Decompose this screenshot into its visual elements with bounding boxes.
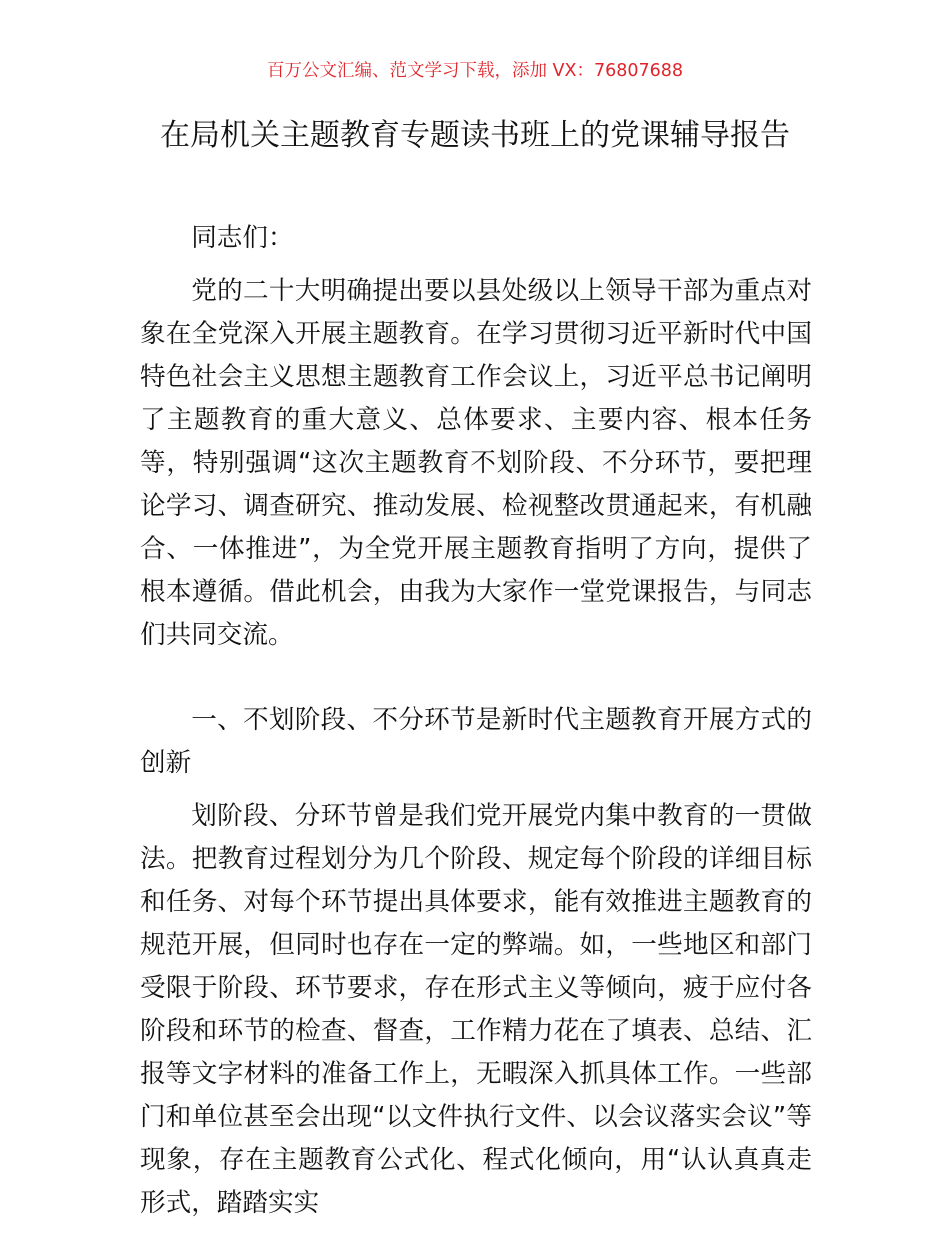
document-body [140,217,812,1235]
paragraph-section-1: 划阶段、分环节曾是我们党开展党内集中教育的一贯做法。把教育过程划分为几个阶段、规定每个阶段的详细目标和任务、对每个环节提出具体要求，能有效推进主题教育的规范开展，但同时也存在一定的弊端。如，一些地区和部门受限于阶段、环节要求，存在形式主义等倾向，疲于应付各阶段和环节的检查、督查，工作精力花在了填表、总结、汇报等文字材料的准备工作上，无暇深入抓具体工作。一些部门和单位甚至会出现“以文件执行文件、以会议落实会议”等现象，存在主题教育公式化、程式化倾向，用“认认真真走形式，踏踏实实 [140,801,812,1218]
watermark-header: 百万公文汇编、范文学习下载，添加 VX：76807688 [266,61,684,81]
paragraph-intro: 党的二十大明确提出要以县处级以上领导干部为重点对象在全党深入开展主题教育。在学习贯彻习近平新时代中国特色社会主义思想主题教育工作会议上，习近平总书记阐明了主题教育的重大意义、总体要求、主要内容、根本任务等，特别强调“这次主题教育不划阶段、不分环节，要把理论学习、调查研究、推动发展、检视整改贯通起来，有机融合、一体推进”，为全党开展主题教育指明了方向，提供了根本遵循。借此机会，由我为大家作一堂党课报告，与同志们共同交流。 [140,276,812,650]
salutation: 同志们： [191,223,294,253]
document-title: 在局机关主题教育专题读书班上的党课辅导报告 [160,118,790,153]
section-heading-1: 一、不划阶段、不分环节是新时代主题教育开展方式的创新 [140,705,812,778]
